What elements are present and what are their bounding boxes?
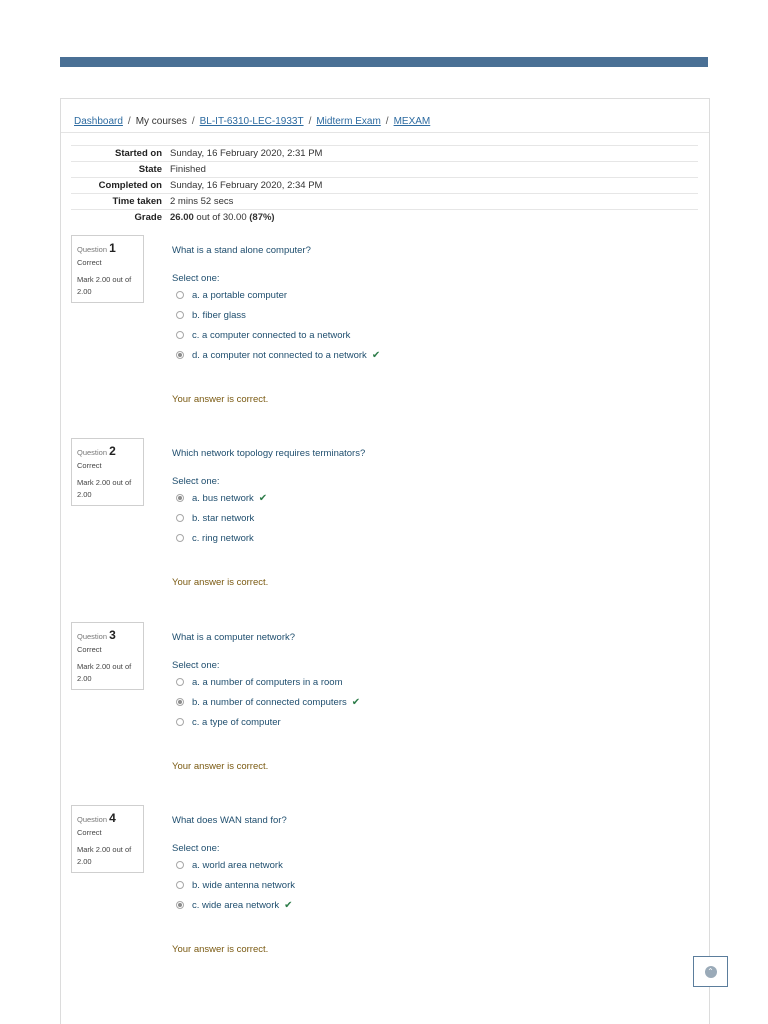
answer-feedback: Your answer is correct. (172, 944, 269, 955)
answer-option[interactable] (176, 712, 360, 732)
answer-option-selected[interactable] (176, 692, 360, 712)
radio-button[interactable] (176, 514, 184, 522)
back-to-top-button[interactable] (693, 956, 728, 987)
summary-label: Completed on (71, 178, 170, 194)
check-icon: ✔ (371, 349, 381, 361)
question-state: Correct (77, 258, 102, 268)
answer-label: c. a computer connected to a network (192, 329, 351, 341)
question-text: What does WAN stand for? (172, 815, 287, 826)
select-one-prompt: Select one: (172, 476, 220, 487)
summary-label: Grade (71, 210, 170, 226)
check-icon: ✔ (258, 492, 268, 504)
question-mark: Mark 2.00 out of 2.00 (77, 662, 132, 683)
answer-option[interactable] (176, 305, 380, 325)
question-mark: Mark 2.00 out of 2.00 (77, 478, 132, 499)
answer-label: c. wide area network (192, 899, 280, 911)
summary-row-grade (71, 210, 698, 226)
header-bar (60, 57, 708, 67)
answer-list (176, 285, 380, 365)
answer-list (176, 855, 295, 915)
question-state: Correct (77, 645, 102, 655)
question-info-box (71, 805, 144, 873)
grade-percent: (87%) (249, 212, 275, 224)
question-number: 2 (109, 444, 116, 458)
radio-button[interactable] (176, 331, 184, 339)
answer-option-selected[interactable] (176, 345, 380, 365)
select-one-prompt: Select one: (172, 660, 220, 671)
answer-label: a. bus network (192, 492, 254, 504)
answer-list (176, 672, 360, 732)
radio-button-checked[interactable] (176, 901, 184, 909)
question-text: Which network topology requires terminators? (172, 448, 366, 459)
question-info-box (71, 622, 144, 690)
radio-button-checked[interactable] (176, 494, 184, 502)
check-icon: ✔ (351, 696, 361, 708)
breadcrumb-my-courses: My courses (135, 116, 187, 127)
radio-button-checked[interactable] (176, 351, 184, 359)
radio-button[interactable] (176, 534, 184, 542)
question-label: Question (77, 245, 108, 254)
summary-row-time-taken (71, 194, 698, 210)
summary-value: Finished (170, 162, 698, 178)
breadcrumb-separator: / (308, 116, 312, 127)
question-info-box (71, 235, 144, 303)
answer-label: b. star network (192, 512, 255, 524)
radio-button[interactable] (176, 311, 184, 319)
divider (61, 132, 709, 133)
breadcrumb-dashboard[interactable]: Dashboard (74, 116, 123, 127)
answer-option[interactable] (176, 875, 295, 895)
question-state: Correct (77, 828, 102, 838)
question-mark: Mark 2.00 out of 2.00 (77, 275, 132, 296)
summary-label: Time taken (71, 194, 170, 210)
radio-button[interactable] (176, 678, 184, 686)
radio-button[interactable] (176, 861, 184, 869)
question-label: Question (77, 815, 108, 824)
answer-option-selected[interactable] (176, 895, 295, 915)
select-one-prompt: Select one: (172, 273, 220, 284)
summary-row-state (71, 162, 698, 178)
answer-option[interactable] (176, 528, 267, 548)
radio-button[interactable] (176, 881, 184, 889)
breadcrumb-midterm-exam[interactable]: Midterm Exam (316, 116, 381, 127)
answer-option[interactable] (176, 855, 295, 875)
answer-label: b. a number of connected computers (192, 696, 347, 708)
answer-option[interactable] (176, 285, 380, 305)
question-text: What is a stand alone computer? (172, 245, 311, 256)
answer-label: d. a computer not connected to a network (192, 349, 367, 361)
question-label: Question (77, 632, 108, 641)
question-number: 1 (109, 241, 116, 255)
quiz-review-panel (60, 98, 710, 1024)
chevron-up-icon: ⌃ (705, 966, 717, 978)
answer-label: a. a portable computer (192, 289, 288, 301)
radio-button[interactable] (176, 718, 184, 726)
question-label: Question (77, 448, 108, 457)
question-info-box (71, 438, 144, 506)
summary-row-started (71, 146, 698, 162)
question-state: Correct (77, 461, 102, 471)
grade-value (170, 210, 698, 226)
answer-label: a. world area network (192, 859, 283, 871)
answer-label: b. wide antenna network (192, 879, 295, 891)
answer-option[interactable] (176, 325, 380, 345)
question-text: What is a computer network? (172, 632, 296, 643)
summary-value: 2 mins 52 secs (170, 194, 698, 210)
select-one-prompt: Select one: (172, 843, 220, 854)
grade-score: 26.00 (170, 212, 194, 224)
summary-value: Sunday, 16 February 2020, 2:34 PM (170, 178, 698, 194)
answer-list (176, 488, 267, 548)
breadcrumb-mexam[interactable]: MEXAM (393, 116, 431, 127)
radio-button[interactable] (176, 291, 184, 299)
breadcrumb (74, 116, 430, 127)
question-mark: Mark 2.00 out of 2.00 (77, 845, 132, 866)
check-icon: ✔ (284, 899, 293, 911)
answer-feedback: Your answer is correct. (172, 761, 269, 772)
answer-label: c. ring network (192, 532, 254, 544)
summary-label: State (71, 162, 170, 178)
summary-label: Started on (71, 146, 170, 162)
answer-option-selected[interactable] (176, 488, 267, 508)
answer-feedback: Your answer is correct. (172, 394, 269, 405)
summary-row-completed (71, 178, 698, 194)
radio-button-checked[interactable] (176, 698, 184, 706)
attempt-summary-table (71, 145, 698, 226)
answer-label: a. a number of computers in a room (192, 676, 343, 688)
answer-feedback: Your answer is correct. (172, 577, 269, 588)
breadcrumb-separator: / (191, 116, 195, 127)
answer-label: b. fiber glass (192, 309, 246, 321)
breadcrumb-course[interactable]: BL-IT-6310-LEC-1933T (199, 116, 304, 127)
question-number: 4 (109, 811, 116, 825)
breadcrumb-separator: / (127, 116, 131, 127)
breadcrumb-separator: / (385, 116, 389, 127)
question-number: 3 (109, 628, 116, 642)
grade-out-of: out of 30.00 (196, 212, 247, 224)
answer-label: c. a type of computer (192, 716, 281, 728)
summary-value: Sunday, 16 February 2020, 2:31 PM (170, 146, 698, 162)
answer-option[interactable] (176, 672, 360, 692)
answer-option[interactable] (176, 508, 267, 528)
